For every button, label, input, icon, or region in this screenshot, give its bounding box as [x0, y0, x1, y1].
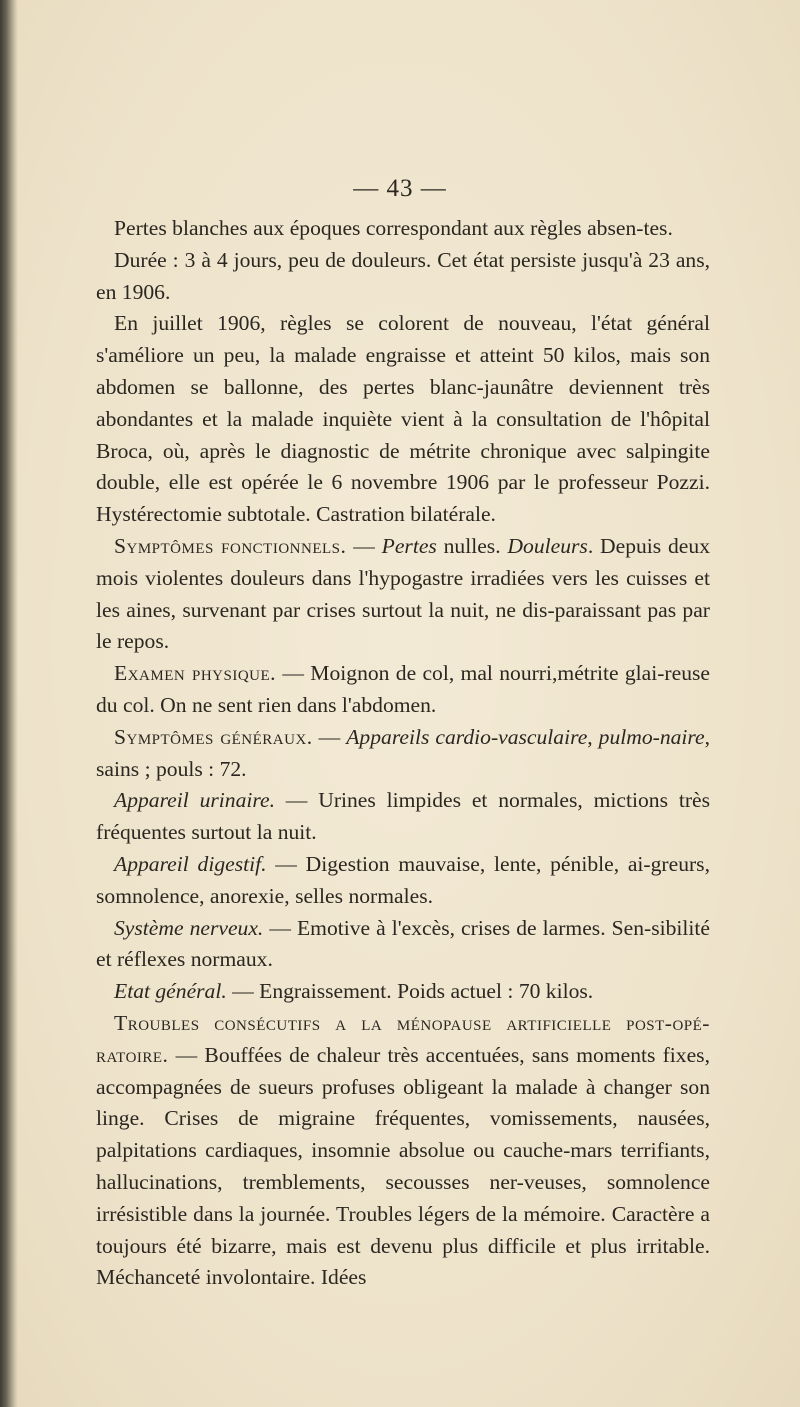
- section-heading: Troubles consécutifs a la ménopause artificielle post-opé-ratoire.: [96, 1010, 710, 1067]
- paragraph: [96, 785, 710, 849]
- text-run: En juillet 1906, règles se colorent de nouveau, l'état général s'améliore un peu, la malade engraisse et atteint 50 kilos, mais son abdomen se ballonne, des pertes blanc-jaunâtre deviennent très abondantes et la malade inquiète vient à la consultation de l'hôpital Broca, où, après le diagnostic de métrite chronique avec salpingite double, elle est opérée le 6 novembre 1906 par le professeur Pozzi. Hystérectomie subtotale. Castration bilatérale.: [96, 311, 710, 527]
- body-text: [96, 213, 710, 1294]
- italic-text: Douleurs: [507, 533, 588, 558]
- section-heading: Symptômes généraux.: [114, 724, 313, 749]
- text-run: ,: [587, 724, 599, 749]
- paragraph: [96, 722, 710, 786]
- section-heading: Symptômes fonctionnels.: [114, 533, 347, 558]
- text-run: Pertes blanches aux époques correspondant aux règles absen-tes.: [114, 216, 673, 240]
- paragraph: [96, 245, 710, 309]
- text-run: — Emotive à l'excès, crises de larmes. Sen-sibilité et réflexes normaux.: [96, 915, 710, 972]
- text-run: — Moignon de col, mal nourri,métrite glai-reuse du col. On ne sent rien dans l'abdomen.: [96, 661, 710, 717]
- paragraph: [96, 531, 710, 658]
- italic-text: pulmo-naire: [598, 724, 705, 749]
- section-heading: Système nerveux.: [114, 915, 264, 940]
- text-run: — Engraissement. Poids actuel : 70 kilos.: [226, 979, 594, 1004]
- paragraph: [96, 213, 710, 245]
- page-number: — 43 —: [353, 175, 447, 202]
- section-heading: Appareil digestif.: [114, 851, 267, 876]
- text-run: , sains ; pouls : 72.: [96, 724, 711, 781]
- italic-text: Appareils cardio-vasculaire: [346, 724, 588, 749]
- italic-text: Pertes: [381, 533, 437, 558]
- text-run: — Urines limpides et normales, mictions très fréquentes surtout la nuit.: [96, 788, 710, 845]
- text-run: Durée : 3 à 4 jours, peu de douleurs. Cet état persiste jusqu'à 23 ans, en 1906.: [96, 247, 710, 304]
- text-run: — Bouffées de chaleur très accentuées, sans moments fixes, accompagnées de sueurs profuses obligeant la malade à changer son linge. Crises de migraine fréquentes, vomissements, nausées, palpitations cardiaques, insomnie absolue ou cauche-mars terrifiants, hallucinations, tremblements, secousses ner-veuses, somnolence irrésistible dans la journée. Troubles légers de la mémoire. Caractère a toujours été bizarre, mais est devenu plus difficile et plus irritable. Méchanceté involontaire. Idées: [96, 1042, 710, 1290]
- paragraph: [96, 849, 710, 913]
- text-run: — Digestion mauvaise, lente, pénible, ai-greurs, somnolence, anorexie, selles normales.: [96, 851, 710, 908]
- page-binding-edge: [0, 0, 18, 1407]
- paragraph: [96, 308, 710, 531]
- text-run: nulles.: [436, 533, 508, 558]
- section-heading: Examen physique.: [114, 661, 277, 686]
- paragraph: [96, 658, 710, 722]
- text-run: —: [346, 533, 382, 558]
- paragraph: [96, 976, 710, 1008]
- section-heading: Etat général.: [114, 979, 227, 1004]
- paragraph: [96, 913, 710, 977]
- text-run: . Depuis deux mois violentes douleurs dans l'hypogastre irradiées vers les cuisses et les aines, survenant par crises surtout la nuit, ne dis-paraissant pas par le repos.: [96, 533, 710, 654]
- section-heading: Appareil urinaire.: [114, 788, 275, 813]
- paragraph: [96, 1008, 710, 1294]
- text-run: —: [312, 724, 347, 749]
